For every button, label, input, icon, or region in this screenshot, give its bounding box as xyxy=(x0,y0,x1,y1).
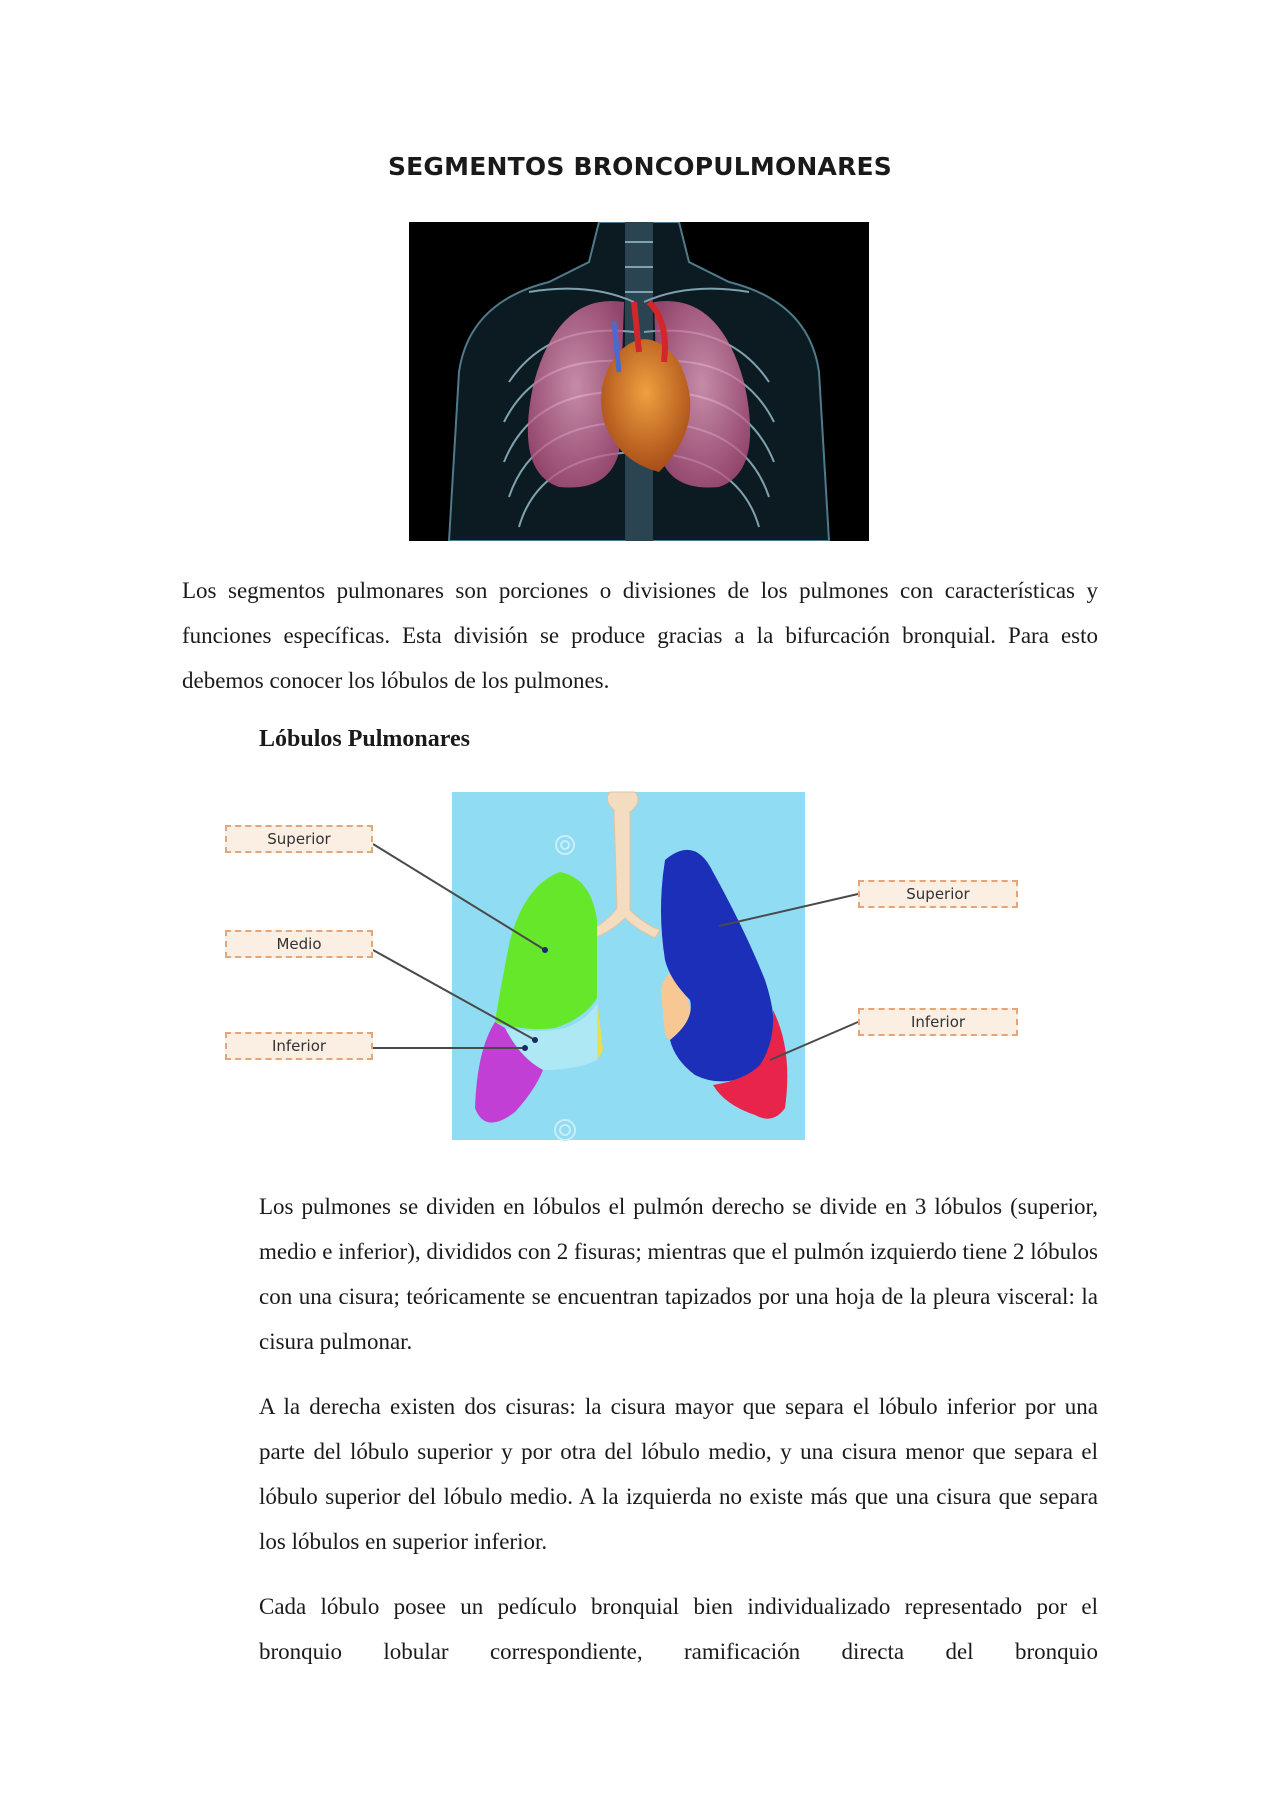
page-title: SEGMENTOS BRONCOPULMONARES xyxy=(387,152,893,181)
intro-paragraph: Los segmentos pulmonares son porciones o divisiones de los pulmones con características y funciones específicas. Esta división se produce gracias a la bifurcación bronquial. Para esto debemos conocer los lóbulos de los pulmones. xyxy=(182,578,1098,693)
label-left-inferior: Inferior xyxy=(858,1008,1018,1036)
label-left-superior: Superior xyxy=(858,880,1018,908)
label-right-superior: Superior xyxy=(225,825,373,853)
section-heading: Lóbulos Pulmonares xyxy=(259,726,470,752)
label-right-inferior: Inferior xyxy=(225,1032,373,1060)
paragraph-lobes: Los pulmones se dividen en lóbulos el pulmón derecho se divide en 3 lóbulos (superior, medio e inferior), divididos con 2 fisuras; mientras que el pulmón izquierdo tiene 2 lóbulos con una cisura; teóricamente se encuentran tapizados por una hoja de la pleura visceral: la cisura pulmonar. xyxy=(259,1194,1098,1354)
lung-lobes-diagram xyxy=(225,790,1060,1150)
chest-illustration xyxy=(409,222,869,541)
label-right-medio: Medio xyxy=(225,930,373,958)
paragraph-fissures: A la derecha existen dos cisuras: la cisura mayor que separa el lóbulo inferior por una parte del lóbulo superior y por otra del lóbulo medio, y una cisura menor que separa el lóbulo superior del lóbulo medio. A la izquierda no existe más que una cisura que separa los lóbulos en superior inferior. xyxy=(259,1394,1098,1554)
paragraph-pedicle: Cada lóbulo posee un pedículo bronquial bien individualizado representado por el bronquio lobular correspondiente, ramificación directa del bronquio xyxy=(259,1594,1098,1664)
